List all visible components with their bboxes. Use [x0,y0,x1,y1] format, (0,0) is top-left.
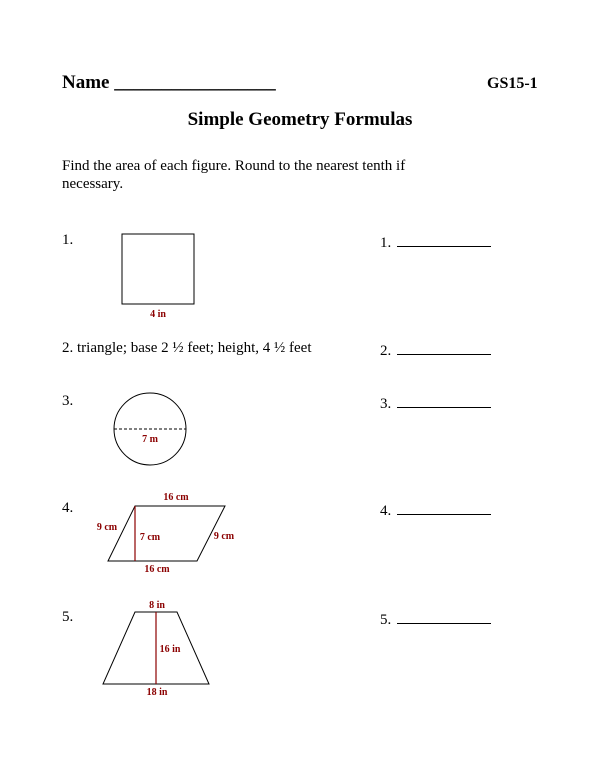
answer-4-label: 4. [380,503,392,519]
answer-5 [380,609,491,629]
answer-2-blank[interactable] [397,340,491,355]
problem-2-text: 2. triangle; base 2 ½ feet; height, 4 ½ feet [62,340,312,356]
square-figure [122,234,194,320]
answer-3-label: 3. [380,396,392,412]
parallelogram-bottom-label: 16 cm [144,564,170,575]
answer-2-label: 2. [380,343,392,359]
name-label: Name [62,72,110,93]
trapezoid-figure [103,600,209,698]
trapezoid-height-label: 16 in [159,644,181,655]
parallelogram-right-label: 9 cm [213,531,235,542]
parallelogram-figure [97,492,235,575]
parallelogram-shape [108,506,225,561]
name-blank: _________________ [114,72,276,93]
circle-figure [114,393,186,465]
answer-1-label: 1. [380,235,392,251]
instructions: Find the area of each figure. Round to the nearest tenth if necessary. [62,158,406,192]
problem-4-number: 4. [62,500,74,516]
answer-5-blank[interactable] [397,609,491,624]
parallelogram-left-label: 9 cm [96,522,118,533]
page-title: Simple Geometry Formulas [187,109,413,130]
answer-5-label: 5. [380,612,392,628]
answer-2 [380,340,491,360]
circle-diameter-label: 7 m [142,434,158,445]
trapezoid-bottom-label: 18 in [146,687,168,698]
parallelogram-top-label: 16 cm [163,492,189,503]
parallelogram-height-label: 7 cm [139,532,161,543]
worksheet-code: GS15-1 [487,75,538,92]
square-shape [122,234,194,304]
problem-5-number: 5. [62,609,74,625]
answer-3-blank[interactable] [397,393,491,408]
problem-1-number: 1. [62,232,74,248]
answer-4 [380,500,491,520]
answer-4-blank[interactable] [397,500,491,515]
square-side-label: 4 in [150,309,166,320]
trapezoid-top-label: 8 in [149,600,165,611]
problem-3-number: 3. [62,393,74,409]
answer-3 [380,393,491,413]
